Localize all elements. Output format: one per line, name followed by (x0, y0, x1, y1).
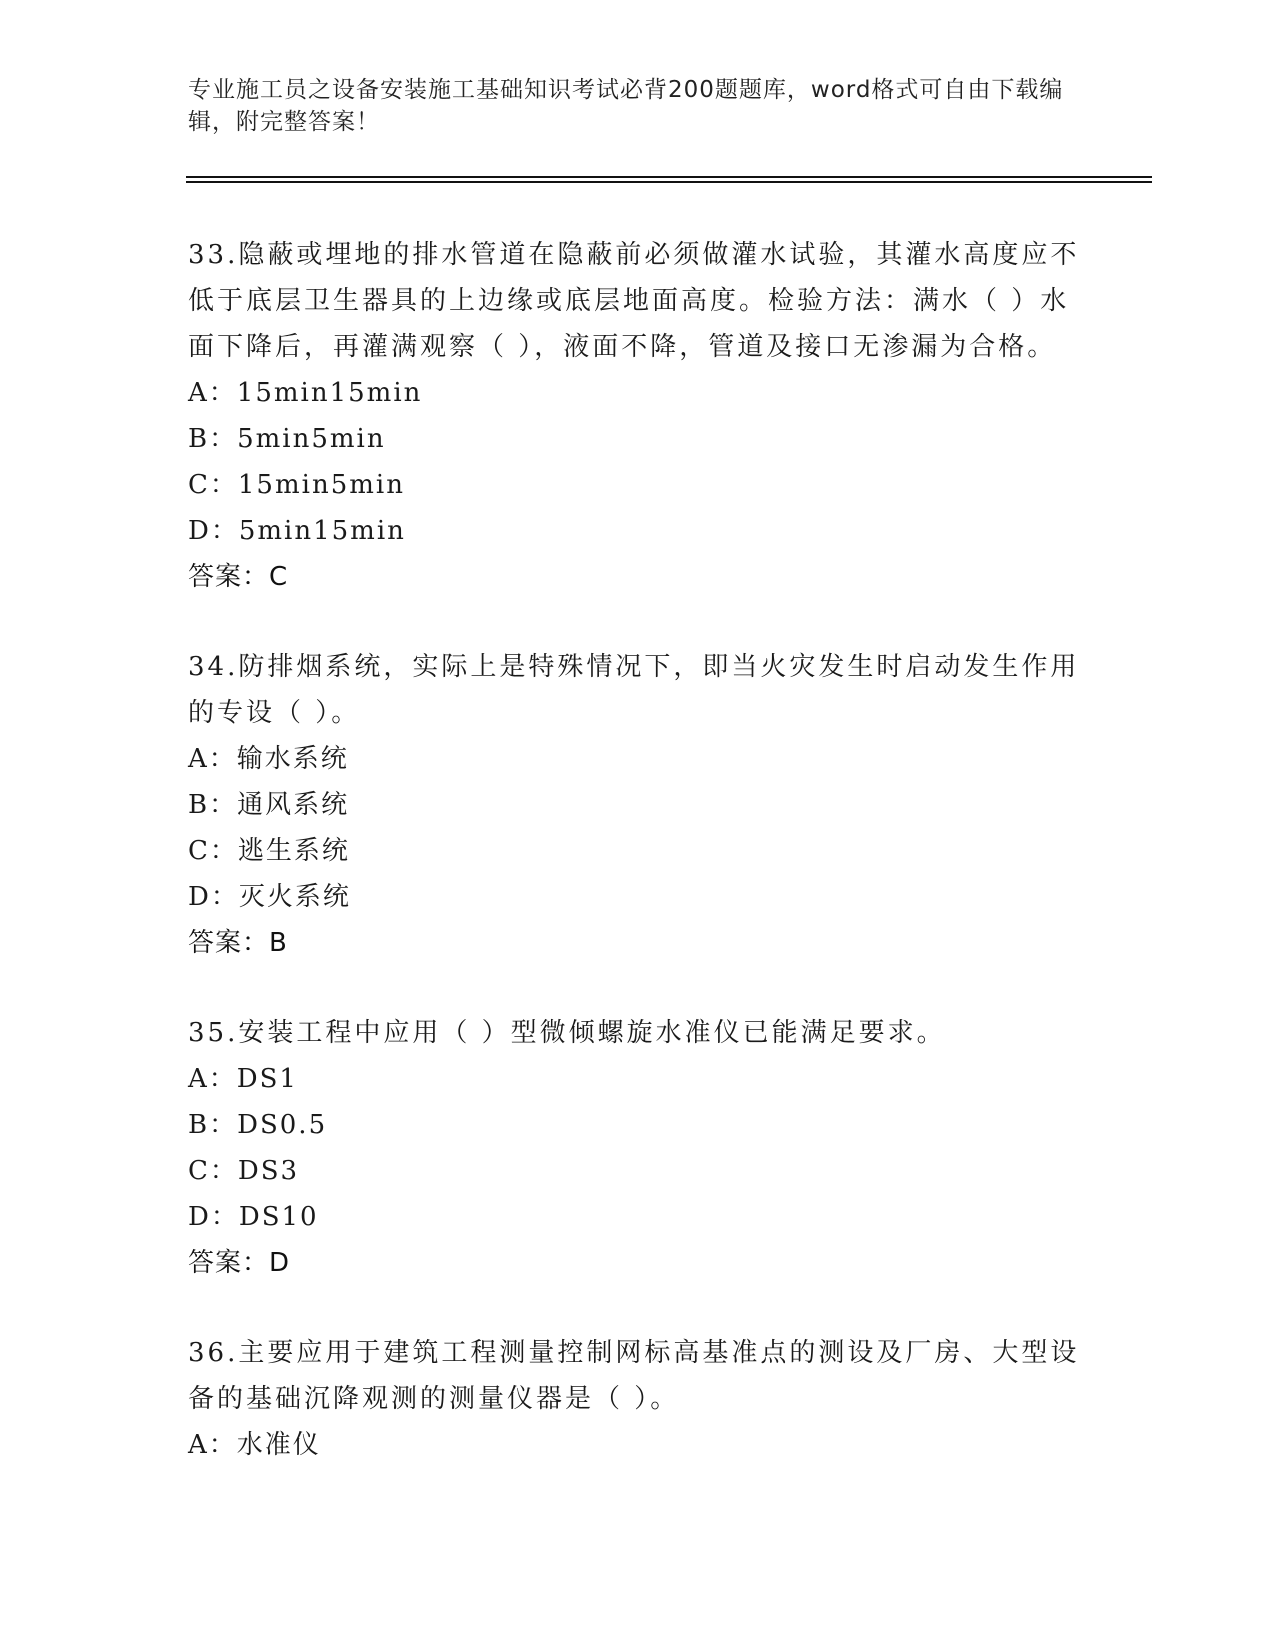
option-d: D：5min15min (188, 516, 406, 546)
option-b: B：DS0.5 (188, 1110, 328, 1140)
option-a: A：输水系统 (188, 744, 349, 774)
option-c: C：15min5min (188, 470, 405, 500)
header-rule-top (186, 176, 1152, 178)
option-c: C：逃生系统 (188, 836, 350, 866)
question-36 (188, 1330, 1088, 1468)
option-a: A：15min15min (188, 378, 423, 408)
answer-line: 答案：B (188, 928, 288, 958)
option-b: B：通风系统 (188, 790, 350, 820)
answer-line: 答案：C (188, 562, 289, 592)
question-33 (188, 232, 1088, 600)
header-rule-bottom (186, 181, 1152, 183)
question-stem: 36.主要应用于建筑工程测量控制网标高基准点的测设及厂房、大型设备的基础沉降观测的测量仪器是（ ）。 (188, 1338, 1080, 1414)
option-a: A：DS1 (188, 1064, 298, 1094)
document-header: 专业施工员之设备安装施工基础知识考试必背200题题库，word格式可自由下载编辑，附完整答案！ (188, 77, 1064, 135)
option-d: D：DS10 (188, 1202, 319, 1232)
option-c: C：DS3 (188, 1156, 300, 1186)
question-stem: 35.安装工程中应用（ ）型微倾螺旋水准仪已能满足要求。 (188, 1018, 946, 1048)
question-stem: 34.防排烟系统，实际上是特殊情况下，即当火灾发生时启动发生作用的专设（ ）。 (188, 652, 1080, 728)
question-34 (188, 644, 1088, 966)
option-a: A：水准仪 (188, 1430, 321, 1460)
option-d: D：灭火系统 (188, 882, 351, 912)
question-list (188, 232, 1088, 1512)
question-stem: 33.隐蔽或埋地的排水管道在隐蔽前必须做灌水试验，其灌水高度应不低于底层卫生器具的上边缘或底层地面高度。检验方法：满水（ ）水面下降后，再灌满观察（ ），液面不降，管道及接口无渗漏为合格。 (188, 240, 1080, 362)
option-b: B：5min5min (188, 424, 386, 454)
question-35 (188, 1010, 1088, 1286)
answer-line: 答案：D (188, 1248, 291, 1278)
